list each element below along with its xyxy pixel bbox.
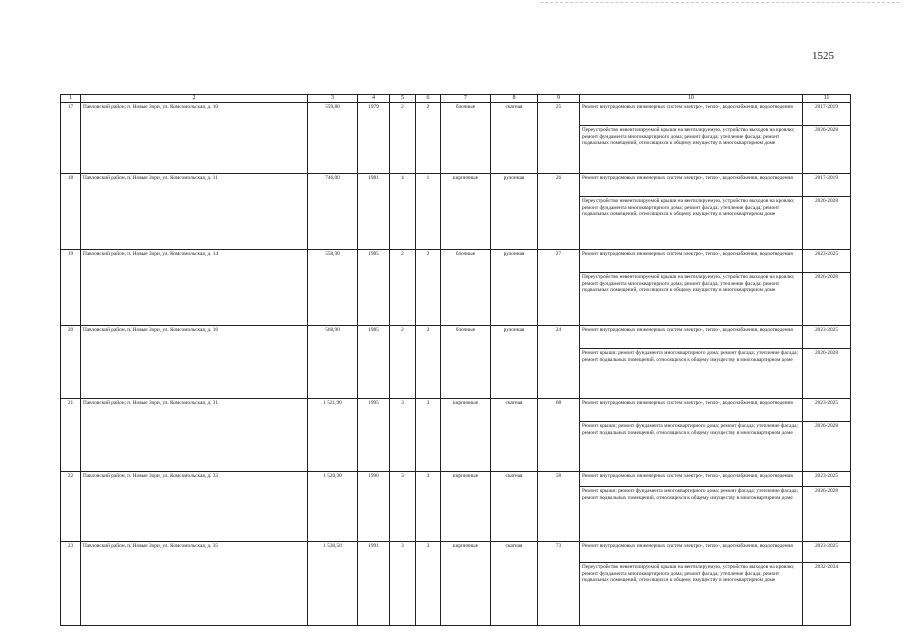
housing-table	[60, 94, 851, 626]
count-cell: 58	[538, 472, 580, 542]
roof-cell: скатная	[491, 399, 538, 472]
roof-cell: рулонная	[491, 326, 538, 399]
area-cell: 568,90	[308, 326, 358, 399]
entrances-cell: 2	[416, 326, 441, 399]
count-cell: 73	[538, 542, 580, 626]
year-cell: 1981	[358, 174, 390, 250]
entrances-cell: 2	[416, 250, 441, 326]
year-cell: 1979	[358, 103, 390, 174]
table-row	[61, 103, 851, 126]
entrances-cell: 3	[416, 399, 441, 472]
work-description-cell: Переустройство невентилируемой крыши на вентилируемую, устройство выходов на кровлю; ремонт фундамента многоквартирного дома; ремонт фасада; утепление фасада; ремонт подвальных помещений, относящихся к общему имуществу в многоквартирном доме	[580, 126, 803, 174]
year-cell: 1990	[358, 472, 390, 542]
row-number-cell: 18	[61, 174, 81, 250]
walls-cell: кирпичные	[441, 542, 491, 626]
year-cell: 1985	[358, 326, 390, 399]
table-body	[61, 95, 851, 626]
work-period-cell: 2023-2025	[803, 250, 851, 273]
work-description-cell: Ремонт внутридомовых инженерных систем электро-, тепло-, водоснабжения, водоотведения	[580, 472, 803, 487]
scan-edge-line	[540, 2, 900, 3]
row-number-cell: 19	[61, 250, 81, 326]
row-number-cell: 23	[61, 542, 81, 626]
count-cell: 24	[538, 326, 580, 399]
work-period-cell: 2023-2025	[803, 542, 851, 563]
work-period-cell: 2026-2028	[803, 126, 851, 174]
address-cell: Павловский район, п. Новые Зори, ул. Комсомольская, д. 33	[81, 472, 308, 542]
work-period-cell: 2032-2034	[803, 563, 851, 626]
walls-cell: кирпичные	[441, 472, 491, 542]
walls-cell: блочные	[441, 103, 491, 174]
work-period-cell: 2023-2025	[803, 399, 851, 422]
address-cell: Павловский район, п. Новые Зори, ул. Комсомольская, д. 16	[81, 326, 308, 399]
work-description-cell: Ремонт внутридомовых инженерных систем электро-, тепло-, водоснабжения, водоотведения	[580, 399, 803, 422]
work-period-cell: 2026-2028	[803, 349, 851, 399]
row-number-cell: 17	[61, 103, 81, 174]
floors-cell: 3	[390, 472, 416, 542]
address-cell: Павловский район, п. Новые Зори, ул. Комсомольская, д. 35	[81, 542, 308, 626]
roof-cell: скатная	[491, 542, 538, 626]
work-period-cell: 2017-2019	[803, 103, 851, 126]
entrances-cell: 2	[416, 103, 441, 174]
floors-cell: 3	[390, 542, 416, 626]
header-cell: 5	[390, 95, 416, 103]
count-cell: 27	[538, 250, 580, 326]
area-cell: 1 521,90	[308, 399, 358, 472]
work-period-cell: 2023-2025	[803, 472, 851, 487]
header-cell: 7	[441, 95, 491, 103]
work-description-cell: Ремонт крыши; ремонт фундамента многоквартирного дома; ремонт фасада; утепление фасада; ремонт подвальных помещений, относящихся к общему имуществу в многоквартирном доме	[580, 422, 803, 472]
table-row	[61, 542, 851, 563]
work-description-cell: Переустройство невентилируемой крыши на вентилируемую, устройство выходов на кровлю; ремонт фундамента многоквартирного дома; ремонт фасада; утепление фасада; ремонт подвальных помещений, относящихся к общему имуществу в многоквартирном доме	[580, 563, 803, 626]
work-description-cell: Ремонт крыши; ремонт фундамента многоквартирного дома; ремонт фасада; утепление фасада; ремонт подвальных помещений, относящихся к общему имуществу в многоквартирном доме	[580, 487, 803, 542]
header-cell: 1	[61, 95, 81, 103]
roof-cell: скатная	[491, 472, 538, 542]
work-description-cell: Ремонт внутридомовых инженерных систем электро-, тепло-, водоснабжения, водоотведения	[580, 326, 803, 349]
count-cell: 25	[538, 103, 580, 174]
table-row	[61, 326, 851, 349]
table-row	[61, 399, 851, 422]
row-number-cell: 20	[61, 326, 81, 399]
floors-cell: 2	[390, 103, 416, 174]
work-period-cell: 2026-2028	[803, 422, 851, 472]
table-row	[61, 250, 851, 273]
year-cell: 1991	[358, 542, 390, 626]
work-description-cell: Ремонт внутридомовых инженерных систем электро-, тепло-, водоснабжения, водоотведения	[580, 174, 803, 197]
table-row	[61, 174, 851, 197]
walls-cell: блочные	[441, 326, 491, 399]
roof-cell: рулонная	[491, 250, 538, 326]
header-cell: 11	[803, 95, 851, 103]
roof-cell: рулонная	[491, 174, 538, 250]
header-cell: 9	[538, 95, 580, 103]
floors-cell: 3	[390, 399, 416, 472]
work-period-cell: 2026-2028	[803, 273, 851, 326]
address-cell: Павловский район, п. Новые Зори, ул. Комсомольская, д. 14	[81, 250, 308, 326]
floors-cell: 2	[390, 326, 416, 399]
year-cell: 1985	[358, 250, 390, 326]
address-cell: Павловский район, п. Новые Зори, ул. Комсомольская, д. 31	[81, 399, 308, 472]
floors-cell: 4	[390, 174, 416, 250]
walls-cell: кирпичные	[441, 399, 491, 472]
address-cell: Павловский район, п. Новые Зори, ул. Комсомольская, д. 11	[81, 174, 308, 250]
header-cell: 4	[358, 95, 390, 103]
work-description-cell: Ремонт крыши; ремонт фундамента многоквартирного дома; ремонт фасада; утепление фасада; ремонт подвальных помещений, относящихся к общему имуществу в многоквартирном доме	[580, 349, 803, 399]
work-description-cell: Ремонт внутридомовых инженерных систем электро-, тепло-, водоснабжения, водоотведения	[580, 103, 803, 126]
floors-cell: 2	[390, 250, 416, 326]
header-row	[61, 95, 851, 103]
work-period-cell: 2023-2025	[803, 326, 851, 349]
row-number-cell: 21	[61, 399, 81, 472]
header-cell: 2	[81, 95, 308, 103]
address-cell: Павловский район, п. Новые Зори, ул. Комсомольская, д. 10	[81, 103, 308, 174]
work-description-cell: Переустройство невентилируемой крыши на вентилируемую, устройство выходов на кровлю; ремонт фундамента многоквартирного дома; ремонт фасада; утепление фасада; ремонт подвальных помещений, относящихся к общему имуществу в многоквартирном доме	[580, 197, 803, 250]
header-cell: 6	[416, 95, 441, 103]
work-period-cell: 2026-2028	[803, 197, 851, 250]
page-number: 1525	[812, 50, 834, 62]
walls-cell: блочные	[441, 250, 491, 326]
work-description-cell: Ремонт внутридомовых инженерных систем электро-, тепло-, водоснабжения, водоотведения	[580, 250, 803, 273]
area-cell: 1 530,50	[308, 542, 358, 626]
entrances-cell: 3	[416, 542, 441, 626]
header-cell: 8	[491, 95, 538, 103]
work-description-cell: Переустройство невентилируемой крыши на вентилируемую, устройство выходов на кровлю; ремонт фундамента многоквартирного дома; ремонт фасада; утепление фасада; ремонт подвальных помещений, относящихся к общему имуществу в многоквартирном доме	[580, 273, 803, 326]
year-cell: 1995	[358, 399, 390, 472]
area-cell: 559,80	[308, 103, 358, 174]
work-period-cell: 2017-2019	[803, 174, 851, 197]
header-cell: 3	[308, 95, 358, 103]
work-description-cell: Ремонт внутридомовых инженерных систем электро-, тепло-, водоснабжения, водоотведения	[580, 542, 803, 563]
area-cell: 1 520,30	[308, 472, 358, 542]
entrances-cell: 1	[416, 174, 441, 250]
area-cell: 746,00	[308, 174, 358, 250]
count-cell: 26	[538, 174, 580, 250]
entrances-cell: 3	[416, 472, 441, 542]
walls-cell: кирпичные	[441, 174, 491, 250]
count-cell: 68	[538, 399, 580, 472]
area-cell: 558,30	[308, 250, 358, 326]
roof-cell: скатная	[491, 103, 538, 174]
table-row	[61, 472, 851, 487]
work-period-cell: 2026-2028	[803, 487, 851, 542]
header-cell: 10	[580, 95, 803, 103]
row-number-cell: 22	[61, 472, 81, 542]
